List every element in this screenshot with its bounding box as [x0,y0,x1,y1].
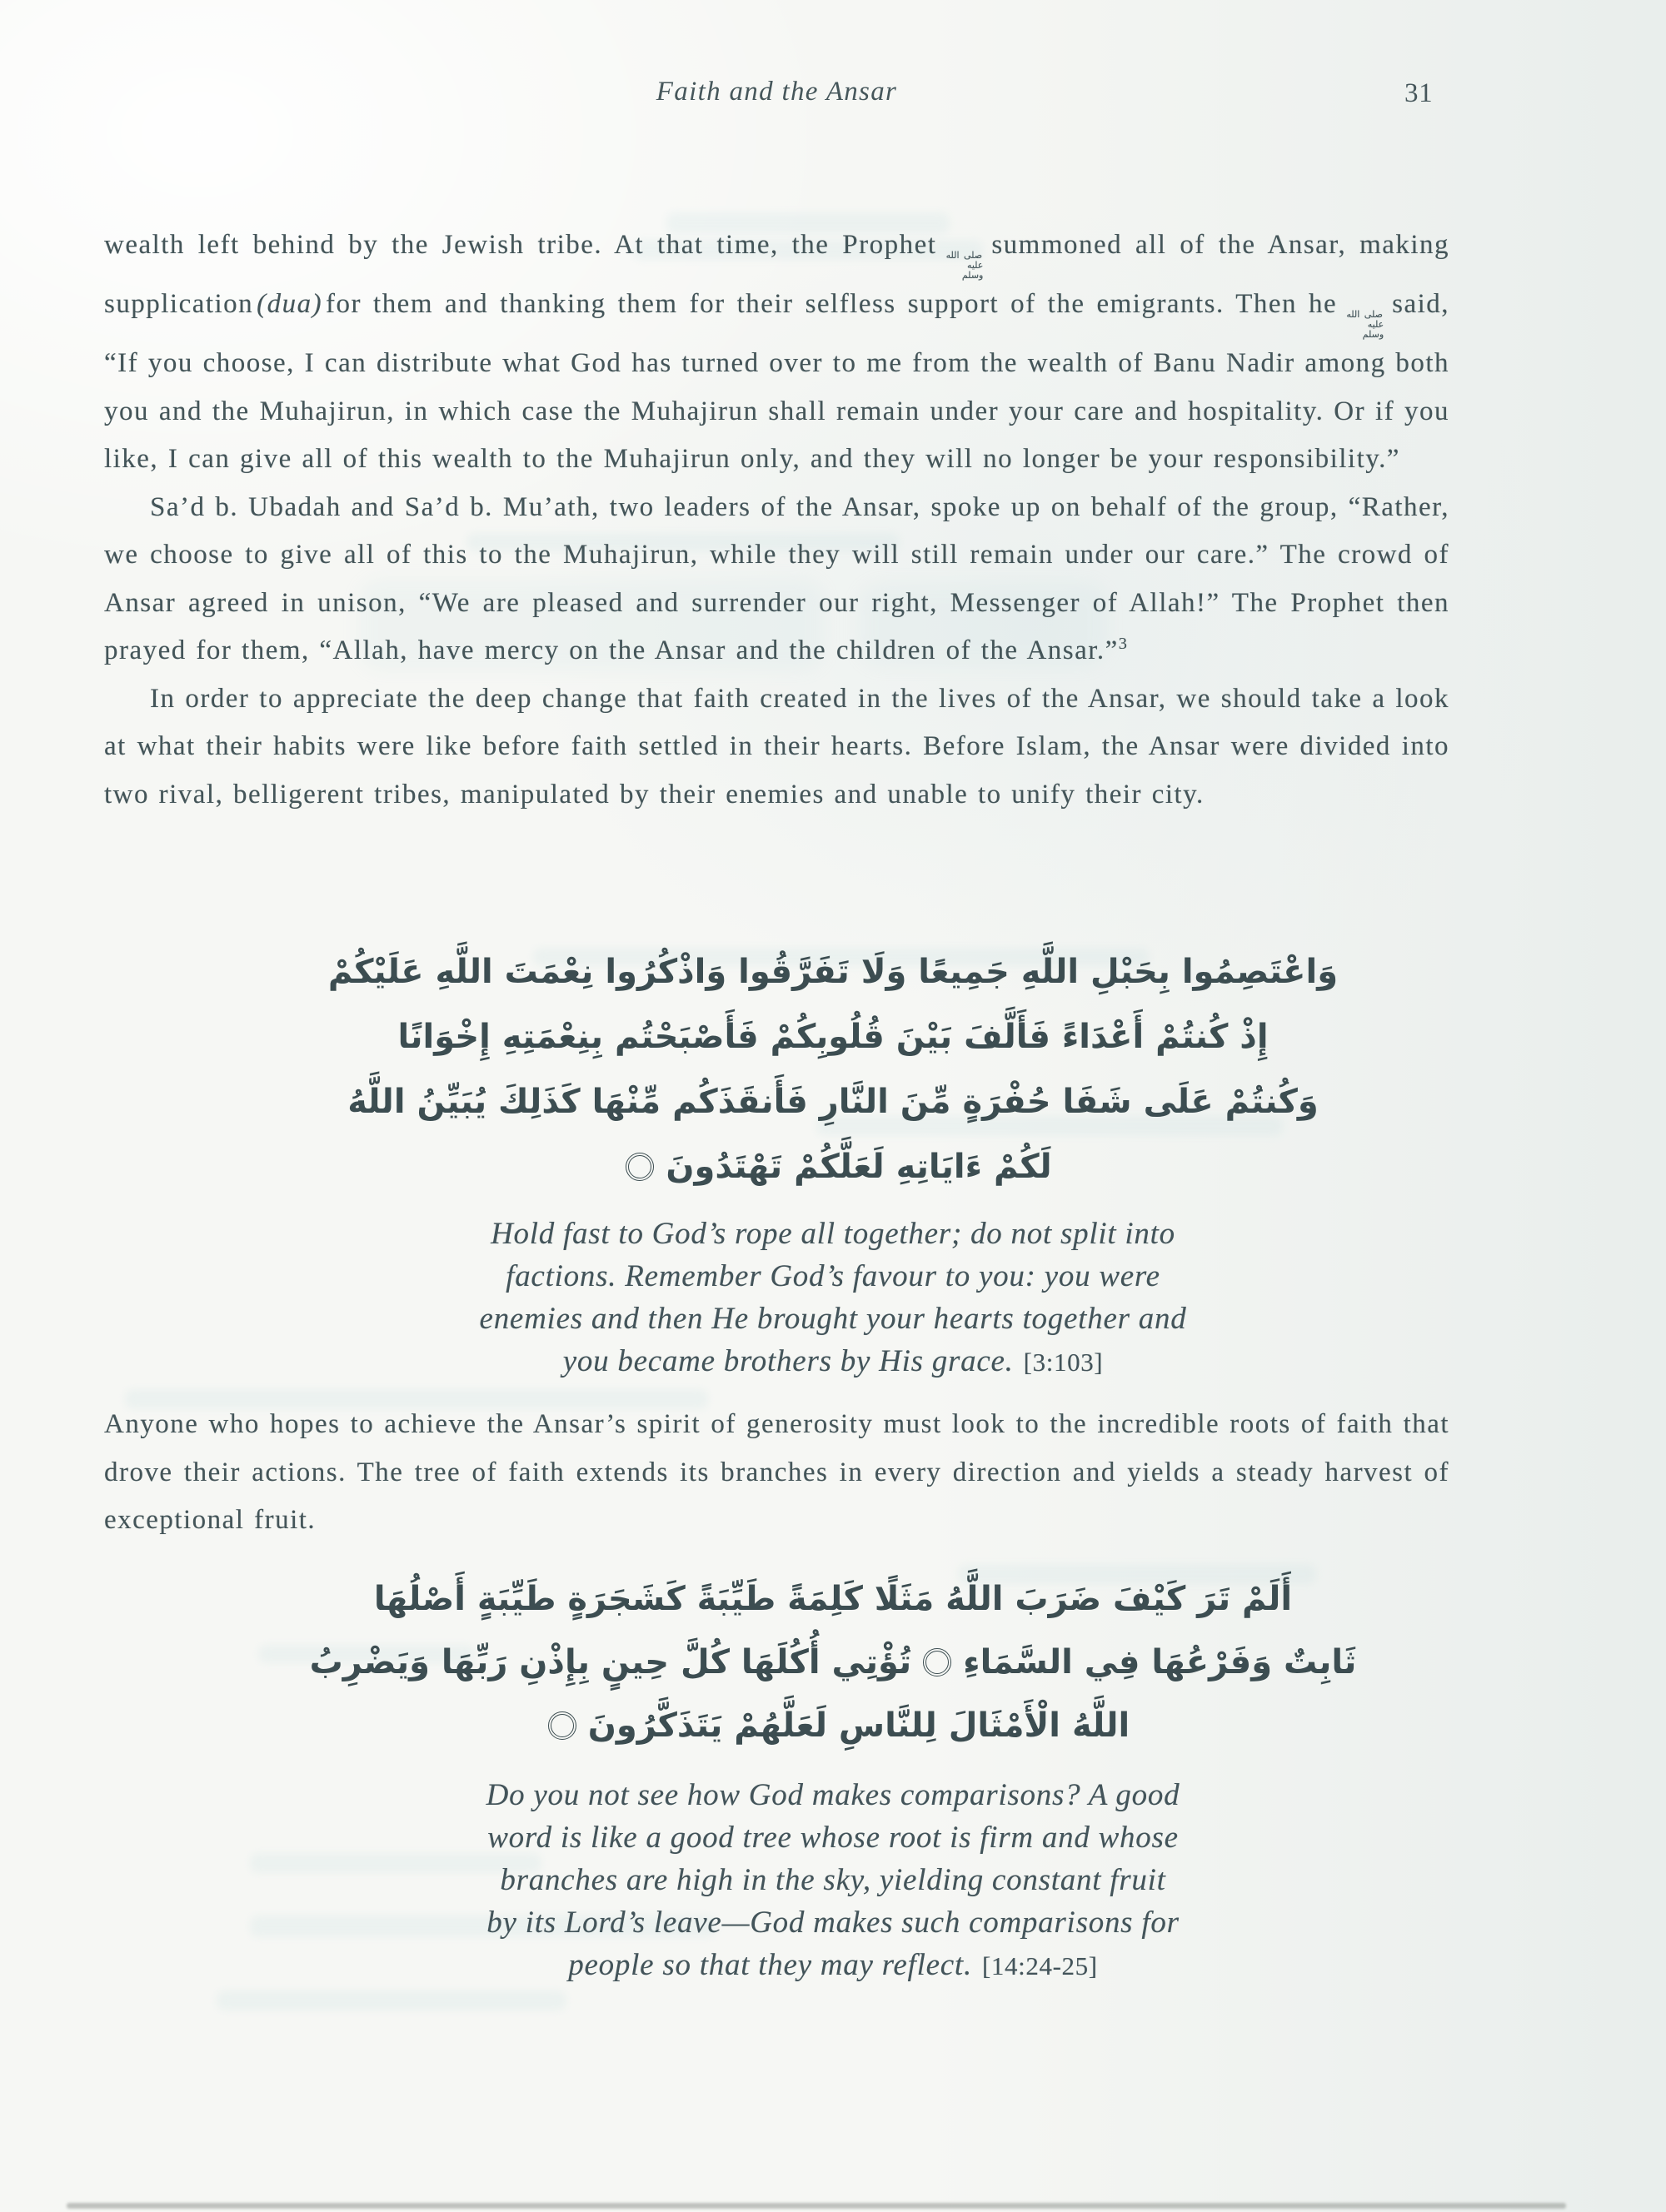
body-text-block [104,1401,1449,1545]
translation-line: word is like a good tree whose root is firm and whose [487,1821,1179,1855]
translation-line: by its Lord’s leave—God makes such comparisons for [486,1906,1180,1940]
footnote-marker: 3 [1118,635,1129,653]
verse-reference: [14:24-25] [981,1951,1098,1980]
translation-line: factions. Remember God’s favour to you: you were [506,1259,1160,1293]
translation-line: enemies and then He brought your hearts together and [479,1302,1187,1336]
verse-reference: [3:103] [1023,1348,1104,1377]
paragraph-text: wealth left behind by the Jewish tribe. At that time, the Prophet [104,230,937,260]
paragraph-1 [104,222,1449,484]
page-number: 31 [1404,78,1434,108]
prophet-honorific-icon: صلى الله عليه وسلم [945,250,984,281]
ayah-end-ornament-icon [923,1648,951,1676]
bleed-through-ghost [217,1990,566,2010]
translation-line: branches are high in the sky, yielding constant fruit [500,1863,1166,1897]
quran-translation-3-103 [0,1213,1666,1383]
paragraph-4 [104,1401,1449,1545]
quran-verse-arabic-3-103 [0,939,1666,1199]
body-text-block [104,222,1449,819]
paragraph-text: Sa’d b. Ubadah and Sa’d b. Mu’ath, two leaders of the Ansar, spoke up on behalf of the group, “Rather, we choose to give all of this to the Muhajirun, while they will still remain under our care.” The crowd of Ansar agreed in unison, “We are pleased and surrender our right, Messenger of Allah!” The Prophet then prayed for them, “Allah, have mercy on the Ansar and the children of the Ansar.” [104,491,1449,665]
paragraph-text: for them and thanking them for their selfless support of the emigrants. Then he [326,289,1338,319]
arabic-line: أَلَمْ تَرَ كَيْفَ ضَرَبَ اللَّهُ مَثَلًا كَلِمَةً طَيِّبَةً كَشَجَرَةٍ طَيِّبَةٍ أَصْلُهَا [373,1580,1293,1618]
paragraph-text: said, “If you choose, I can distribute what God has turned over to me from the wealth of Banu Nadir among both you and the Muhajirun, in which case the Muhajirun shall remain under your care and hospitality. Or if you like, I can give all of this wealth to the Muhajirun only, and they will no longer be your responsibility.” [104,289,1449,474]
translation-line: Hold fast to God’s rope all together; do not split into [491,1217,1175,1251]
quran-translation-14-24-25 [0,1774,1666,1987]
paragraph-3 [104,675,1449,820]
ayah-end-ornament-icon [548,1711,576,1740]
paragraph-text: In order to appreciate the deep change that faith created in the lives of the Ansar, we should take a look at what their habits were like before faith settled in their hearts. Before Islam, the Ansar were divided into two rival, belligerent tribes, manipulated by their enemies and unable to unify their city. [104,683,1449,810]
arabic-line: وَكُنتُمْ عَلَى شَفَا حُفْرَةٍ مِّنَ النَّارِ فَأَنقَذَكُم مِّنْهَا كَذَلِكَ يُبَيِّنُ اللَّهُ [347,1083,1319,1121]
scan-page-edge-shadow [67,2203,1566,2209]
arabic-line: وَاعْتَصِمُوا بِحَبْلِ اللَّهِ جَمِيعًا وَلَا تَفَرَّقُوا وَاذْكُرُوا نِعْمَتَ اللَّهِ عَلَيْكُمْ [327,953,1339,991]
arabic-line: لَكُمْ ءَايَاتِهِ لَعَلَّكُمْ تَهْتَدُونَ [0,1134,1666,1199]
prophet-honorific-icon: صلى الله عليه وسلم [1346,309,1384,340]
arabic-line: ثَابِتٌ وَفَرْعُهَا فِي السَّمَاءِتُؤْتِي أُكُلَهَا كُلَّ حِينٍ بِإِذْنِ رَبِّهَا وَيَضْرِبُ [309,1643,1357,1681]
dua-italic-term: (dua) [257,289,323,319]
arabic-line: إِذْ كُنتُمْ أَعْدَاءً فَأَلَّفَ بَيْنَ قُلُوبِكُمْ فَأَصْبَحْتُم بِنِعْمَتِهِ إِخْوَانًا [397,1018,1269,1056]
quran-verse-arabic-14-24-25 [0,1567,1666,1757]
arabic-line: اللَّهُ الْأَمْثَالَ لِلنَّاسِ لَعَلَّهُمْ يَتَذَكَّرُونَ [0,1694,1666,1757]
paragraph-text: summoned all of the Ansar, making supplication [104,230,1450,319]
translation-line: people so that they may reflect. [14:24-25] [568,1948,1098,1982]
translation-line: you became brothers by His grace. [3:103] [562,1344,1104,1378]
translation-line: Do you not see how God makes comparisons? A good [486,1778,1180,1812]
ayah-end-ornament-icon [626,1153,654,1181]
running-header-title: Faith and the Ansar [656,77,898,107]
paragraph-text: Anyone who hopes to achieve the Ansar’s spirit of generosity must look to the incredible roots of faith that drove their actions. The tree of faith extends its branches in every direction and yields a steady harvest of exceptional fruit. [104,1409,1449,1535]
paragraph-2 [104,484,1449,675]
